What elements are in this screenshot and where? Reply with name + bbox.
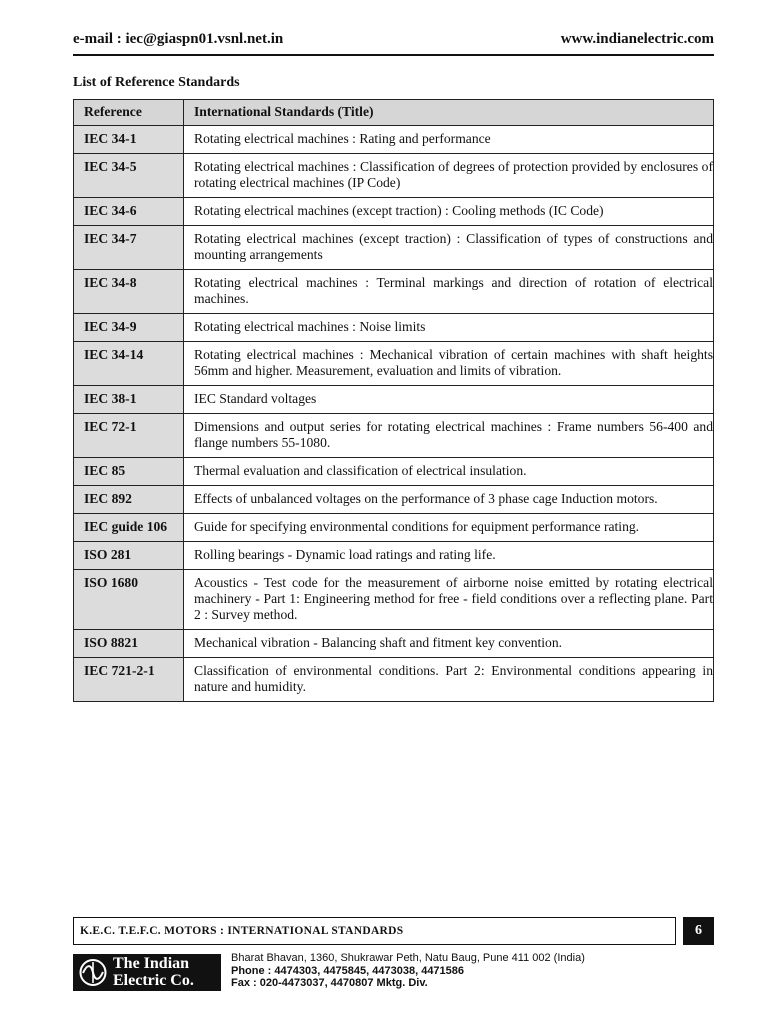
standards-table bbox=[73, 99, 714, 702]
table-row bbox=[74, 226, 714, 270]
table-row bbox=[74, 314, 714, 342]
standard-reference: IEC 892 bbox=[74, 486, 184, 514]
footer-section-title: K.E.C. T.E.F.C. MOTORS : INTERNATIONAL STANDARDS bbox=[73, 917, 676, 945]
standards-table-body bbox=[74, 126, 714, 702]
page-header bbox=[73, 28, 714, 56]
company-emblem-icon bbox=[78, 958, 108, 987]
standard-reference: IEC 38-1 bbox=[74, 386, 184, 414]
standard-reference: ISO 1680 bbox=[74, 570, 184, 630]
standard-title: Mechanical vibration - Balancing shaft and fitment key convention. bbox=[184, 630, 714, 658]
standard-title: Dimensions and output series for rotating electrical machines : Frame numbers 56-400 and flange numbers 55-1080. bbox=[184, 414, 714, 458]
standard-reference: IEC 34-7 bbox=[74, 226, 184, 270]
standard-title: Rotating electrical machines : Classification of degrees of protection provided by enclosures of rotating electrical machines (IP Code) bbox=[184, 154, 714, 198]
table-row bbox=[74, 542, 714, 570]
standard-reference: IEC 721-2-1 bbox=[74, 658, 184, 702]
table-row bbox=[74, 458, 714, 486]
standard-title: Rotating electrical machines : Noise limits bbox=[184, 314, 714, 342]
standard-title: Thermal evaluation and classification of electrical insulation. bbox=[184, 458, 714, 486]
table-row bbox=[74, 198, 714, 226]
table-row bbox=[74, 414, 714, 458]
table-row bbox=[74, 658, 714, 702]
standard-reference: IEC 34-5 bbox=[74, 154, 184, 198]
column-header-reference: Reference bbox=[74, 100, 184, 126]
standard-reference: ISO 281 bbox=[74, 542, 184, 570]
standard-title: Classification of environmental conditions. Part 2: Environmental conditions appearing in nature and humidity. bbox=[184, 658, 714, 702]
standard-title: Rolling bearings - Dynamic load ratings and rating life. bbox=[184, 542, 714, 570]
table-header-row bbox=[74, 100, 714, 126]
standard-title: Effects of unbalanced voltages on the performance of 3 phase cage Induction motors. bbox=[184, 486, 714, 514]
standard-title: Guide for specifying environmental conditions for equipment performance rating. bbox=[184, 514, 714, 542]
standard-title: Rotating electrical machines (except traction) : Classification of types of constructions and mounting arrangements bbox=[184, 226, 714, 270]
page-number: 6 bbox=[683, 917, 714, 945]
standard-title: Acoustics - Test code for the measurement of airborne noise emitted by rotating electrical machinery - Part 1: Engineering method for free - field conditions over a reflecting plane. Part 2 : Survey method. bbox=[184, 570, 714, 630]
standard-reference: IEC 34-14 bbox=[74, 342, 184, 386]
header-email: e-mail : iec@giaspn01.vsnl.net.in bbox=[73, 31, 284, 47]
header-website: www.indianelectric.com bbox=[560, 31, 714, 47]
list-title: List of Reference Standards bbox=[73, 75, 240, 90]
table-row bbox=[74, 270, 714, 314]
standard-reference: IEC guide 106 bbox=[74, 514, 184, 542]
standard-title: IEC Standard voltages bbox=[184, 386, 714, 414]
standard-reference: IEC 72-1 bbox=[74, 414, 184, 458]
company-address-block bbox=[231, 952, 585, 990]
standard-reference: IEC 34-9 bbox=[74, 314, 184, 342]
company-address: Bharat Bhavan, 1360, Shukrawar Peth, Natu Baug, Pune 411 002 (India) bbox=[231, 952, 585, 964]
standard-title: Rotating electrical machines : Terminal markings and direction of rotation of electrical machines. bbox=[184, 270, 714, 314]
table-row bbox=[74, 126, 714, 154]
table-row bbox=[74, 486, 714, 514]
company-logo bbox=[73, 954, 221, 991]
standard-title: Rotating electrical machines (except traction) : Cooling methods (IC Code) bbox=[184, 198, 714, 226]
column-header-title: International Standards (Title) bbox=[184, 100, 714, 126]
standard-reference: IEC 34-8 bbox=[74, 270, 184, 314]
table-row bbox=[74, 514, 714, 542]
company-phone: Phone : 4474303, 4475845, 4473038, 4471586 bbox=[231, 964, 465, 977]
table-row bbox=[74, 342, 714, 386]
standard-title: Rotating electrical machines : Rating and performance bbox=[184, 126, 714, 154]
table-row bbox=[74, 386, 714, 414]
logo-line-2: Electric Co. bbox=[113, 972, 194, 989]
company-fax: Fax : 020-4473037, 4470807 Mktg. Div. bbox=[231, 977, 428, 989]
logo-line-1: The Indian bbox=[113, 955, 190, 972]
table-row bbox=[74, 630, 714, 658]
standard-reference: ISO 8821 bbox=[74, 630, 184, 658]
standard-reference: IEC 34-1 bbox=[74, 126, 184, 154]
table-row bbox=[74, 154, 714, 198]
logo-wordmark bbox=[113, 955, 194, 989]
standard-reference: IEC 34-6 bbox=[74, 198, 184, 226]
table-row bbox=[74, 570, 714, 630]
standard-title: Rotating electrical machines : Mechanical vibration of certain machines with shaft heights 56mm and higher. Measurement, evaluation and limits of vibration. bbox=[184, 342, 714, 386]
standard-reference: IEC 85 bbox=[74, 458, 184, 486]
